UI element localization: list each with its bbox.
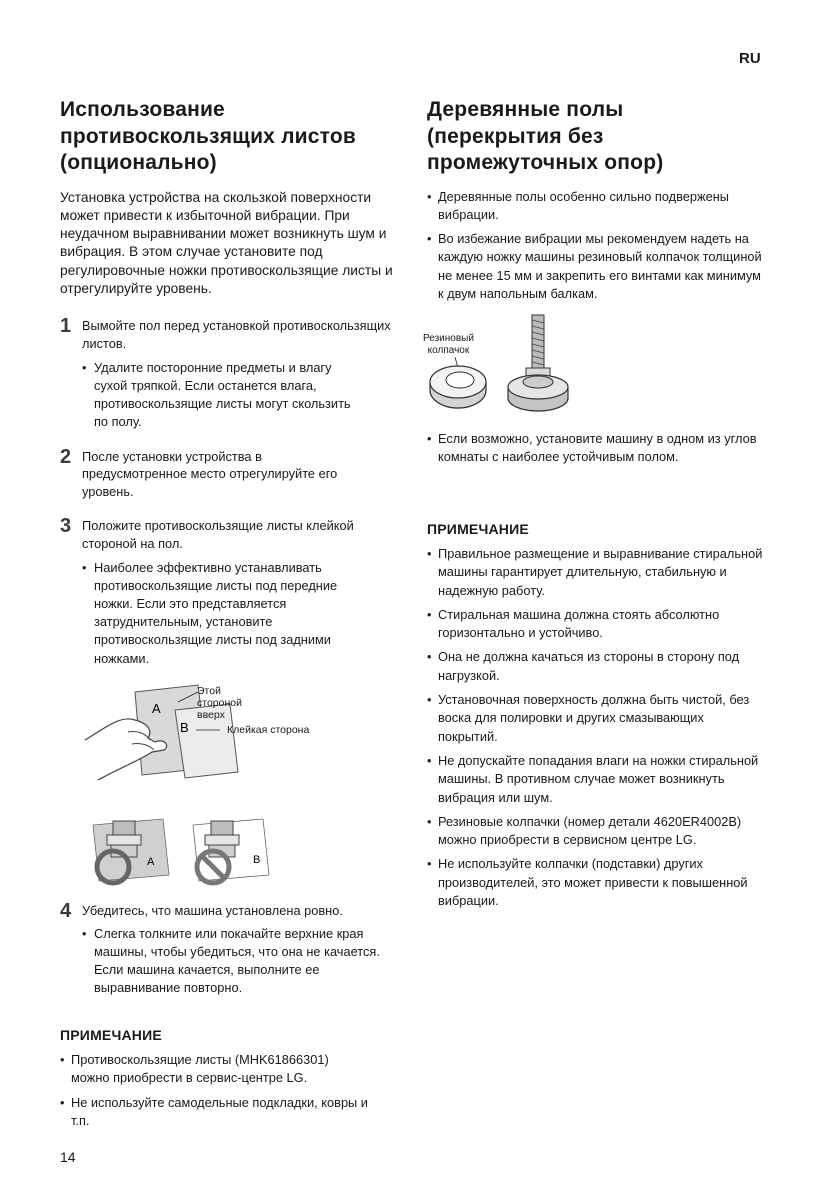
note-title: ПРИМЕЧАНИЕ (427, 521, 529, 537)
right-title-line: Деревянные полы (427, 98, 624, 121)
step-1 (60, 317, 395, 431)
left-title-line: Использование (60, 98, 225, 121)
step-4 (60, 902, 395, 998)
step-2 (60, 445, 362, 501)
step-text: После установки устройства в предусмотренное место отрегулируйте его уровень. (82, 448, 338, 500)
note-item: • Она не должна качаться из стороны в сторону под нагрузкой. (427, 648, 767, 685)
label-line: Этой (197, 685, 221, 697)
note-item: • Резиновые колпачки (номер детали 4620ER4002B) можно приобрести в сервисном центре LG. (427, 813, 767, 850)
placement-illustration (85, 815, 285, 890)
placement-label-b: B (253, 854, 261, 866)
left-intro: Установка устройства на скользкой поверхности может привести к избыточной вибрации. При неудачном выравнивании может возникнуть шум и вибрация. В этом случае установите под регулировочные ножки противоскользящие листы и отрегулируйте уровень. (60, 189, 393, 296)
step-number: 2 (60, 445, 72, 468)
leveling-foot-icon (508, 315, 568, 411)
step-number: 1 (60, 315, 72, 338)
note-item: • Не используйте колпачки (подставки) других производителей, это может привести к повышенной вибрации. (427, 855, 767, 910)
sheet-label-a: A (152, 701, 161, 716)
rubber-cap-illustration (420, 310, 590, 415)
adhesive-side-label: Клейкая сторона (227, 724, 310, 736)
note-item: • Стиральная машина должна стоять абсолютно горизонтально и устойчиво. (427, 606, 767, 643)
step-3 (60, 517, 395, 668)
note-item: • Установочная поверхность должна быть чистой, без воска для полировки и других смазывающих покрытий. (427, 691, 767, 746)
step-text: Вымойте пол перед установкой противоскользящих листов. (82, 318, 391, 352)
label-line: стороной (197, 697, 242, 709)
sheet-label-b: B (180, 720, 189, 735)
incorrect-placement (193, 819, 269, 883)
step-subitem: • Удалите посторонние предметы и влагу сухой тряпкой. Если останется влага, противоскользящие листы могут скользить по полу. (82, 359, 364, 432)
label-line: вверх (197, 709, 225, 721)
this-side-up-label (197, 685, 242, 721)
right-title-line: промежуточных опор) (427, 151, 664, 174)
left-section-title (60, 97, 395, 177)
step-4-block (60, 902, 395, 998)
language-label: RU (739, 50, 761, 67)
note-item: • Не допускайте попадания влаги на ножки стиральной машины. В противном случае может возникнуть вибрация или шум. (427, 752, 767, 807)
left-title-line: противоскользящих листов (60, 124, 356, 148)
rubber-cap-icon (430, 366, 486, 408)
right-title-line: (перекрытия без (427, 124, 604, 148)
step-number: 4 (60, 900, 72, 922)
label-line: Резиновый (423, 333, 474, 344)
step-text: Убедитесь, что машина установлена ровно. (82, 903, 343, 918)
step-text: Положите противоскользящие листы клейкой стороной на пол. (82, 518, 354, 551)
left-column (60, 97, 395, 668)
label-line: колпачок (427, 345, 470, 356)
note-item: • Правильное размещение и выравнивание стиральной машины гарантирует длительную, стабильную и надежную работу. (427, 545, 767, 600)
right-bullet: • Если возможно, установите машину в одном из углов комнаты с наиболее устойчивым полом. (427, 430, 778, 467)
step-number: 3 (60, 515, 72, 538)
right-bullet: • Деревянные полы особенно сильно подвержены вибрации. (427, 188, 767, 225)
left-note (60, 1027, 370, 1130)
note-title: ПРИМЕЧАНИЕ (60, 1027, 162, 1043)
left-title-line: (опционально) (60, 151, 217, 174)
right-note (427, 521, 767, 910)
right-bullet: • Во избежание вибрации мы рекомендуем надеть на каждую ножку машины резиновый колпачок толщиной не менее 15 мм и закрепить его винтами как минимум к двум напольным балкам. (427, 230, 767, 303)
right-section-title (427, 97, 767, 177)
placement-label-a: A (147, 856, 155, 868)
right-column (427, 97, 767, 303)
note-item: • Противоскользящие листы (MHK61866301) можно приобрести в сервис-центре LG. (60, 1051, 370, 1088)
correct-placement (93, 819, 169, 883)
step-subitem: • Наиболее эффективно устанавливать противоскользящие листы под передние ножки. Если это представляется затруднительным, установите противоскользящие листы под задними ножками. (82, 559, 379, 668)
note-item: • Не используйте самодельные подкладки, ковры и т.п. (60, 1094, 370, 1131)
page-number: 14 (60, 1149, 76, 1165)
step-subitem: • Слегка толкните или покачайте верхние края машины, чтобы убедиться, что она не качается. Если машина качается, выполните ее выравнивание повторно. (82, 925, 394, 998)
